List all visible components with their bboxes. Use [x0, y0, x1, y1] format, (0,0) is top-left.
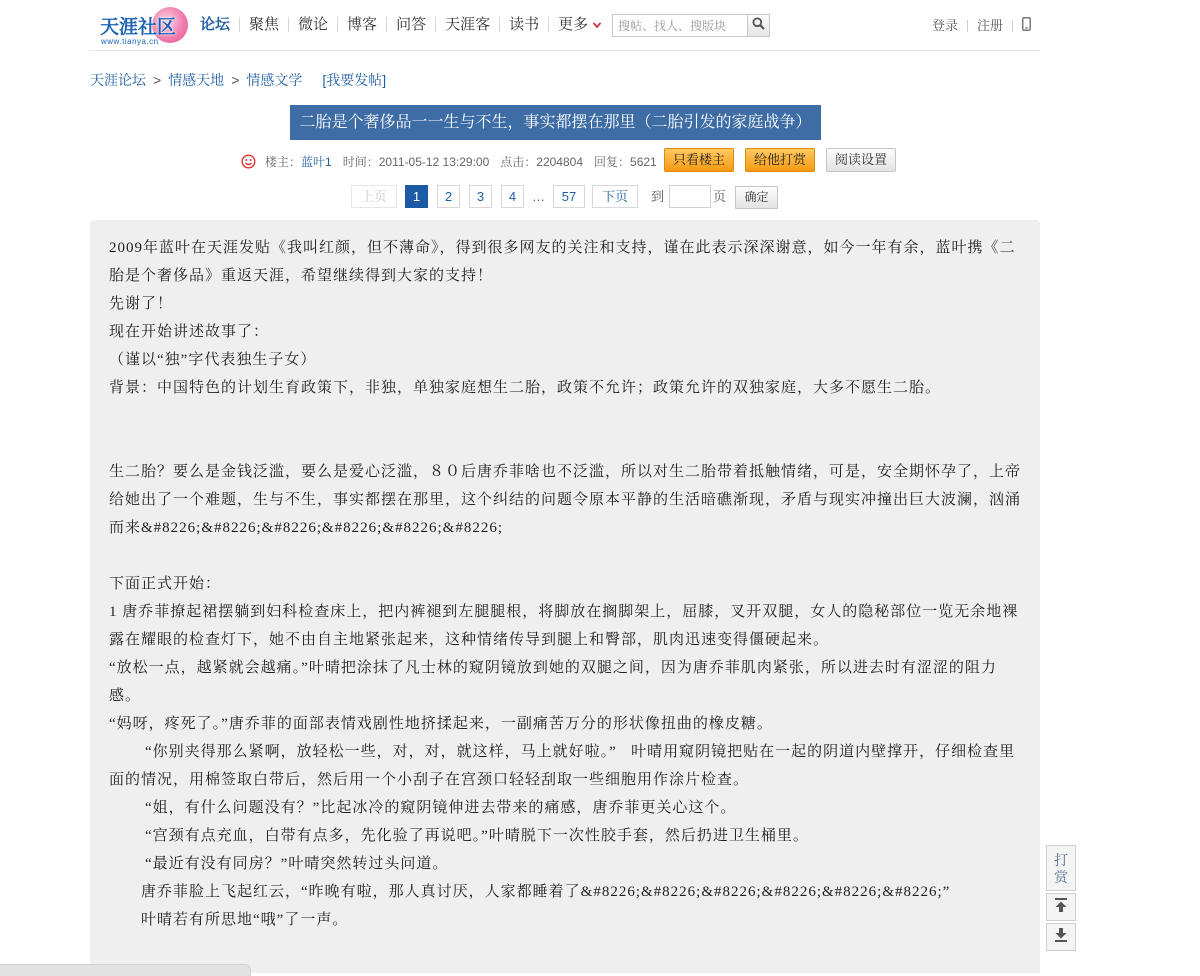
arrow-up-to-top-icon	[1052, 896, 1070, 919]
breadcrumb-item-emotion-literature[interactable]: 情感文学	[246, 72, 303, 88]
page-link-2[interactable]: 2	[437, 185, 460, 208]
side-reward-button[interactable]	[1046, 845, 1076, 891]
register-link[interactable]: 注册	[977, 18, 1004, 33]
post-paragraph: 现在开始讲述故事了：	[109, 324, 270, 340]
prev-page-button[interactable]: 上页	[351, 185, 397, 208]
tip-author-button[interactable]: 给他打赏	[745, 148, 815, 172]
header-divider	[90, 50, 1040, 51]
clicks-label: 点击：	[500, 155, 537, 169]
search-input[interactable]	[612, 14, 748, 37]
author-name[interactable]: 蓝叶1	[301, 155, 332, 169]
nav-item-forum[interactable]	[200, 17, 239, 32]
page-link-last[interactable]: 57	[553, 185, 585, 208]
post-meta	[265, 155, 668, 169]
chevron-down-icon	[593, 22, 601, 28]
breadcrumb-item-tianya-forum[interactable]: 天涯论坛	[90, 72, 146, 88]
new-post-link[interactable]: [我要发帖]	[322, 72, 387, 88]
post-title: 二胎是个奢侈品一一生与不生，事实都摆在那里（二胎引发的家庭战争）	[290, 105, 821, 140]
mobile-phone-icon[interactable]	[1022, 17, 1031, 35]
nav-item-more[interactable]	[548, 17, 610, 32]
nav-item-label: 论坛	[200, 16, 231, 33]
goto-confirm-button[interactable]: 确定	[735, 186, 778, 209]
search-icon	[752, 17, 765, 35]
nav-item-label: 天涯客	[445, 16, 491, 33]
page-link-3[interactable]: 3	[469, 185, 492, 208]
nav-item-focus[interactable]	[239, 17, 288, 32]
page-link-1[interactable]: 1	[405, 185, 428, 208]
breadcrumb	[90, 71, 386, 89]
blank-line	[109, 402, 1021, 430]
login-link[interactable]: 登录	[932, 18, 959, 33]
post-paragraph: 1 唐乔菲撩起裙摆躺到妇科检查床上，把内裤褪到左腿腿根，将脚放在搁脚架上，屈膝，叉开双腿，女人的隐秘部位一览无余地裸露在耀眼的检查灯下，她不由自主地紧张起来，这种情绪传导到腿上和臀部，肌肉迅速变得僵硬起来。	[109, 604, 1019, 648]
replies-label: 回复：	[594, 155, 631, 169]
header-separator	[967, 20, 968, 32]
post-paragraph: “放松一点，越紧就会越痛。”叶晴把涂抹了凡士林的窥阴镜放到她的双腿之间，因为唐乔菲肌肉紧张，所以进去时有涩涩的阻力感。	[109, 660, 997, 704]
nav-item-qa[interactable]	[386, 17, 435, 32]
breadcrumb-separator: >	[153, 72, 162, 88]
nav-item-label: 微论	[298, 16, 329, 33]
scroll-to-bottom-button[interactable]	[1046, 923, 1076, 951]
post-paragraph: 叶晴若有所思地“哦”了一声。	[141, 912, 349, 928]
nav-item-label: 问答	[396, 16, 427, 33]
author-info	[265, 155, 332, 169]
nav-item-microforum[interactable]	[288, 17, 337, 32]
next-page-button[interactable]: 下页	[592, 185, 638, 208]
clicks-value: 2204804	[536, 155, 583, 169]
time-label: 时间：	[342, 155, 379, 169]
nav-item-label: 博客	[347, 16, 378, 33]
post-paragraph: 下面正式开始：	[109, 576, 222, 592]
user-links	[932, 17, 1031, 35]
post-paragraph: “宫颈有点充血，白带有点多，先化验了再说吧。”叶晴脱下一次性胶手套，然后扔进卫生桶里。	[145, 828, 809, 844]
post-paragraph: （谨以“独”字代表独生子女）	[109, 352, 317, 368]
tianya-logo[interactable]	[100, 5, 190, 47]
time-value: 2011-05-12 13:29:00	[378, 155, 490, 169]
main-nav	[200, 17, 610, 32]
post-paragraph: “你别夹得那么紧啊，放轻松一些，对，对，就这样，马上就好啦。” 叶晴用窥阴镜把贴在一起的阴道内壁撑开，仔细检查里面的情况，用棉签取白带后，然后用一个小刮子在宫颈口轻轻刮取一些细胞用作涂片检查。	[109, 744, 1016, 788]
nav-item-label: 聚焦	[249, 16, 280, 33]
post-time	[343, 155, 490, 169]
blank-line	[109, 430, 1021, 458]
nav-item-label: 读书	[509, 16, 540, 33]
read-settings-button[interactable]: 阅读设置	[826, 148, 896, 172]
smiley-icon	[241, 154, 256, 169]
page-suffix-label: 页	[713, 189, 727, 204]
post-paragraph: 先谢了！	[109, 296, 174, 312]
page-ellipsis: …	[532, 189, 545, 204]
author-label: 楼主：	[265, 155, 302, 169]
arrow-down-to-bottom-icon	[1052, 926, 1070, 949]
post-paragraph: “妈呀，疼死了。”唐乔菲的面部表情戏剧性地挤揉起来，一副痛苦万分的形状像扭曲的橡皮糖。	[109, 716, 773, 732]
goto-page-input[interactable]	[669, 185, 711, 208]
post-paragraph: 背景：中国特色的计划生育政策下，非独，单独家庭想生二胎，政策不允许；政策允许的双独家庭，大多不愿生二胎。	[109, 380, 942, 396]
logo-text: 天涯社区	[100, 17, 177, 38]
nav-item-reading[interactable]	[499, 17, 548, 32]
nav-item-blog[interactable]	[337, 17, 386, 32]
click-count	[500, 155, 583, 169]
blank-line	[109, 542, 1021, 570]
header-separator	[1012, 20, 1013, 32]
search-box	[612, 14, 770, 37]
post-content	[90, 220, 1040, 973]
post-paragraph: 2009年蓝叶在天涯发贴《我叫红颜，但不薄命》，得到很多网友的关注和支持，谨在此表示深深谢意，如今一年有余，蓝叶携《二胎是个奢侈品》重返天涯，希望继续得到大家的支持！	[109, 240, 1016, 284]
post-paragraph: 生二胎？要么是金钱泛滥，要么是爱心泛滥，８０后唐乔菲啥也不泛滥，所以对生二胎带着抵触情绪，可是，安全期怀孕了，上帝给她出了一个难题，生与不生，事实都摆在那里，这个纠结的问题令原本平静的生活暗礁渐现，矛盾与现实冲撞出巨大波澜，汹涌而来&#8226;&#8226;&#8226;&#8226;&#8226;&#8226;	[109, 464, 1022, 536]
logo-domain: www.tianya.cn	[101, 37, 159, 46]
side-reward-label: 打赏	[1054, 852, 1068, 885]
bottom-toolbar	[0, 964, 251, 976]
goto-label: 到	[651, 189, 665, 204]
replies-value: 5621	[630, 155, 657, 169]
breadcrumb-item-emotion[interactable]: 情感天地	[168, 72, 225, 88]
post-paragraph: 唐乔菲脸上飞起红云，“昨晚有啦，那人真讨厌，人家都睡着了&#8226;&#8226;&#8226;&#8226;&#8226;&#8226;”	[141, 884, 951, 900]
scroll-to-top-button[interactable]	[1046, 893, 1076, 921]
nav-item-tianyake[interactable]	[435, 17, 499, 32]
post-paragraph: “姐，有什么问题没有？”比起冰冷的窥阴镜伸进去带来的痛感，唐乔菲更关心这个。	[145, 800, 737, 816]
reply-count	[594, 155, 657, 169]
post-paragraph: “最近有没有同房？”叶晴突然转过头问道。	[145, 856, 449, 872]
breadcrumb-separator: >	[231, 72, 240, 88]
page-link-4[interactable]: 4	[501, 185, 524, 208]
nav-item-label: 更多	[558, 16, 589, 33]
search-button[interactable]	[748, 14, 770, 37]
only-author-button[interactable]: 只看楼主	[664, 148, 734, 172]
